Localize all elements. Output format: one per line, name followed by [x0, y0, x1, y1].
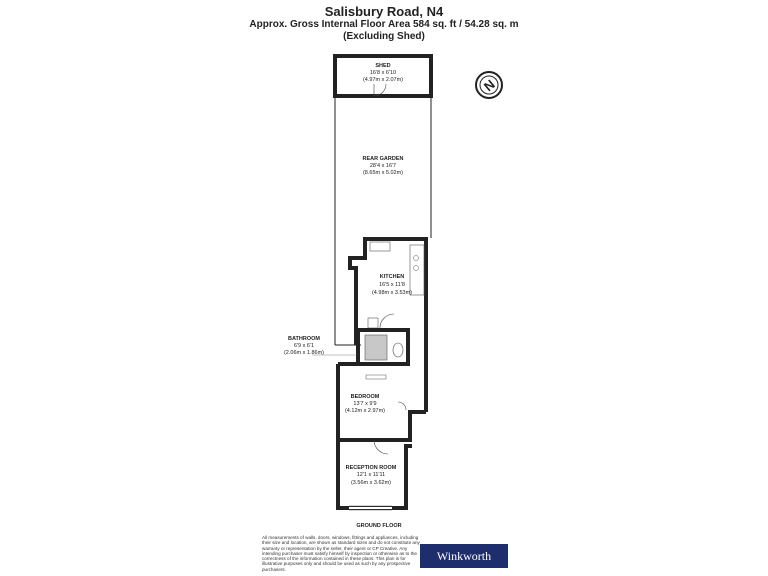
plan-title: Salisbury Road, N4: [324, 4, 444, 19]
reception-name: RECEPTION ROOM: [345, 465, 397, 471]
brand-logo: Winkworth: [420, 544, 508, 568]
floor-area-note: (Excluding Shed): [343, 31, 425, 42]
garden-metric: (8.65m x 5.02m): [362, 170, 404, 176]
compass-icon: [476, 72, 502, 98]
garden-name: REAR GARDEN: [362, 156, 404, 162]
kitchen-area: [350, 239, 428, 412]
bathroom-area: [358, 330, 408, 364]
shed-metric: (4.97m x 2.07m): [362, 77, 404, 83]
bedroom-name: BEDROOM: [350, 394, 380, 400]
bathroom-name: BATHROOM: [288, 336, 320, 342]
bathroom-metric: (2.06m x 1.86m): [283, 350, 325, 356]
bathroom-imperial: 6'9 x 6'1: [293, 343, 315, 349]
shed-imperial: 16'8 x 6'10: [369, 70, 397, 76]
reception-metric: (3.56m x 3.62m): [350, 480, 392, 486]
rear-garden-area: [335, 96, 431, 345]
kitchen-name: KITCHEN: [379, 274, 405, 280]
floor-area: Approx. Gross Internal Floor Area 584 sq. ft / 54.28 sq. m: [249, 19, 519, 30]
shed-area: [335, 56, 431, 96]
kitchen-metric: (4.98m x 3.53m): [371, 290, 413, 296]
shed-name: SHED: [375, 63, 391, 69]
bedroom-area: [338, 364, 426, 440]
garden-imperial: 28'4 x 16'7: [369, 163, 397, 169]
bedroom-imperial: 13'7 x 9'9: [353, 401, 377, 407]
kitchen-imperial: 16'5 x 11'8: [379, 282, 405, 288]
bedroom-metric: (4.12m x 2.97m): [344, 408, 386, 414]
disclaimer-text: All measurements of walls, doors, windows, fittings and appliances, including their size and location, are shown as standard sizes and do not constitute any warranty or representation by the seller, their agent or CP Creative. Any intending purchaser must satisfy himself by inspection or otherwise as to the correctness of the information contained in these plans. This plan is for illustrative purposes only and should be used as such by any prospective purchasers.: [262, 535, 420, 572]
floor-label: GROUND FLOOR: [356, 523, 402, 529]
reception-imperial: 12'1 x 11'11: [356, 472, 386, 478]
compass-letter: N: [480, 76, 498, 95]
